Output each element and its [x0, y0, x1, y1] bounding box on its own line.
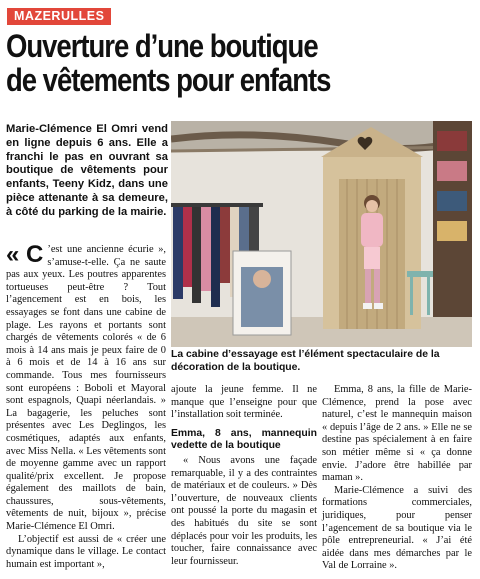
boutique-photo — [171, 121, 472, 347]
headline-line-1: Ouverture d’une boutique — [6, 28, 318, 64]
column-1-paragraph-1-text: ’est une ancienne écurie », s’amuse-t-elle. Ça ne saute pas aux yeux. Les poutres apparentes tortueuses peut-être ? Tout l’agencement est en bois, les essayages se font dans une cabine de plage. Les rayons et portants sont chargés de vêtements colorés « de 6 mois à 14 ans mais je peux faire de 0 à 6 mois et de 14 à 16 ans sur commande. Tous mes fournisseurs sont européens : Boboli et Mayoral sont espagnols, Quapi néerlandais. » La bagagerie, les peluches sont présentes avec Les Deglingos, les cosmétiques, adaptés aux enfants, avec Miss Nella. « Les vêtements sont de moyenne gamme avec un rapport qualité/prix excellent. Je propose également des maillots de bain, chaussures, sous-vêtements, vêtements de nuit, bijoux », précise Marie-Clémence El Omri. — [6, 244, 166, 533]
boutique-photo-illustration — [171, 121, 472, 347]
section-tag: MAZERULLES — [7, 8, 111, 25]
lead-paragraph: Marie-Clémence El Omri vend en ligne depuis 6 ans. Elle a franchi le pas en ouvrant sa boutique de vêtements pour enfants, Teeny Kidz, dans une pièce attenante à sa demeure, à côté du parking de la mairie. — [6, 123, 168, 218]
subheading: Emma, 8 ans, mannequin vedette de la boutique — [171, 427, 317, 452]
photo-caption: La cabine d’essayage est l’élément spectaculaire de la décoration de la boutique. — [171, 349, 440, 373]
column-2-paragraph-2: « Nous avons une façade remarquable, il y a des contraintes de matériaux et de couleurs. » Dès l’ouverture, de nouveaux clients ont poussé la porte du magasin et des habitués du site se sont déplacés pour voir les produits, les toucher, faire connaissance avec leur fournisseur. — [171, 454, 317, 567]
headline-line-2: de vêtements pour enfants — [6, 62, 331, 98]
article-column-3 — [322, 384, 472, 573]
column-1-paragraph-2: L’objectif est aussi de « créer une dynamique dans le village. Le contact humain est important », — [6, 533, 166, 570]
column-3-paragraph-1: Emma, 8 ans, la fille de Marie-Clémence, prend la pose avec naturel, c’est le mannequin maison « depuis l’âge de 2 ans. » Elle ne se destine pas spécialement à en faire son métier même si « ça donne envie. J’adore être habillée par maman ». — [322, 384, 472, 484]
article-column-2 — [171, 384, 317, 568]
headline — [6, 29, 410, 97]
column-1-paragraph-1 — [6, 241, 166, 534]
article-column-1 — [6, 241, 166, 571]
opening-quote: « C — [6, 241, 44, 268]
column-3-paragraph-2: Marie-Clémence a suivi des formations commerciales, juridiques, pour penser l’agencement de sa boutique via le pôle entrepreneurial. « J’ai été aidée dans mes démarches par le Val de Lorraine ». — [322, 484, 472, 572]
column-2-paragraph-1: ajoute la jeune femme. Il ne manque que l’enseigne pour que l’installation soit terminée. — [171, 384, 317, 421]
